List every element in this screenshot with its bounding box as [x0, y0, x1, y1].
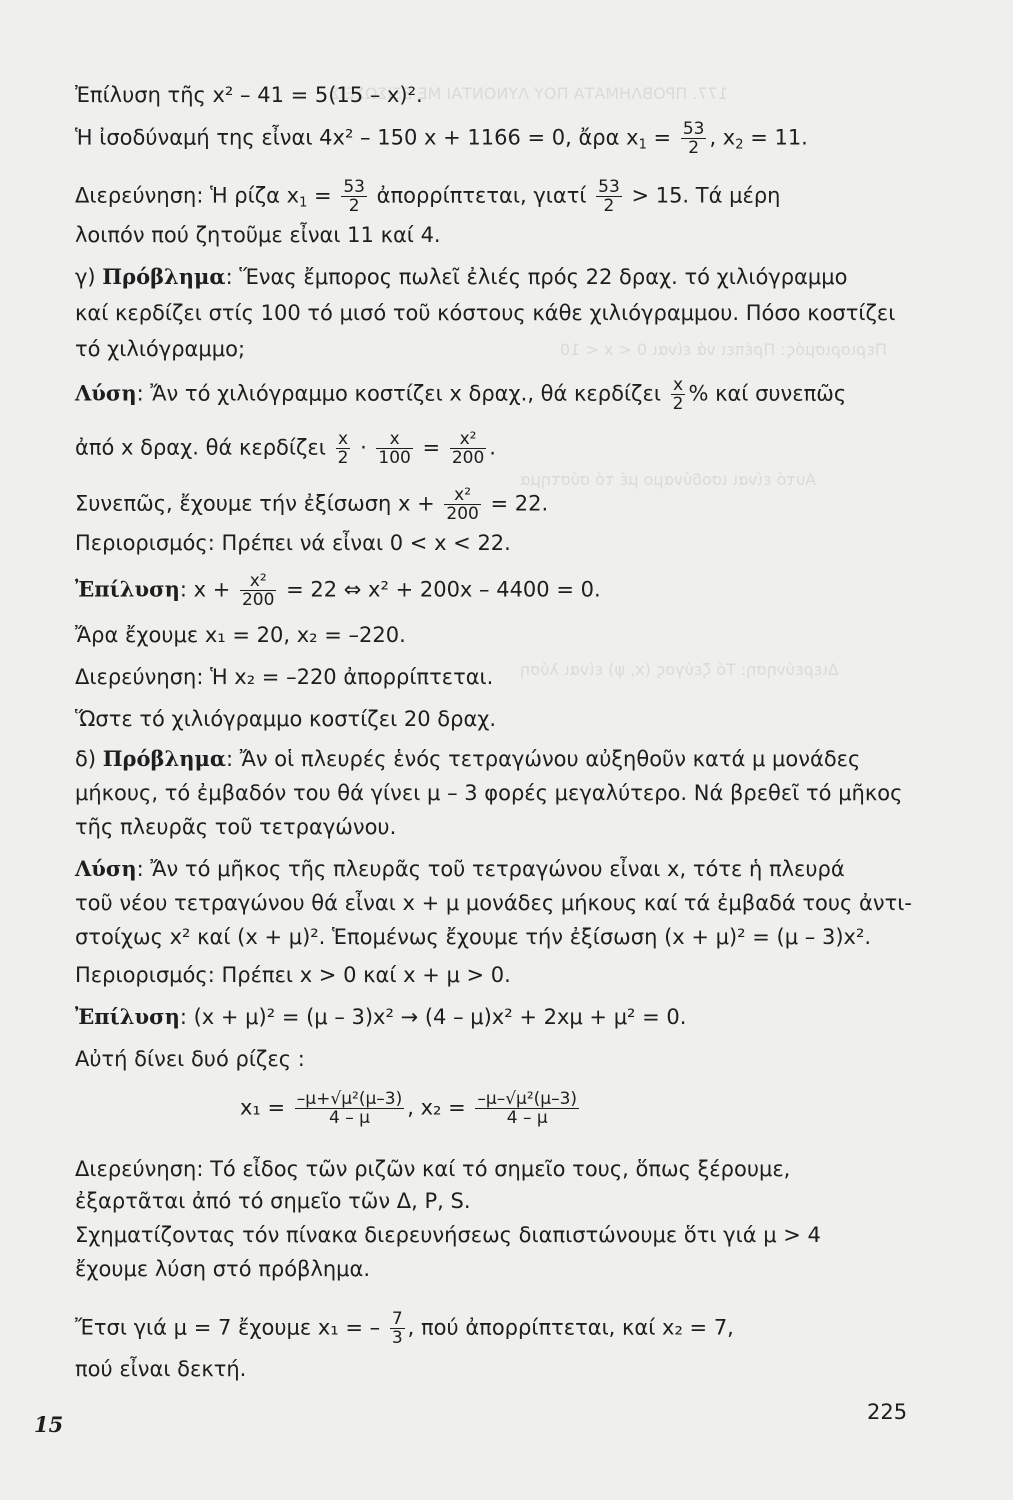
solving-line — [75, 572, 601, 609]
text-line: Σχηματίζοντας τόν πίνακα διερευνήσεως διαπιστώνουμε ὅτι γιά μ > 4 — [75, 1223, 821, 1247]
text-line: μήκους, τό ἐμβαδόν του θά γίνει μ – 3 φορές μεγαλύτερο. Νά βρεθεῖ τό μῆκος — [75, 781, 903, 805]
text-line: τό χιλιόγραμμο; — [75, 337, 246, 361]
text-span: = 22. — [483, 491, 549, 516]
fraction-numerator: x — [671, 376, 686, 395]
text-line: στοίχως x² καί (x + μ)². Ἑπομένως ἔχουμε τήν ἐξίσωση (x + μ)² = (μ – 3)x². — [75, 925, 872, 949]
fraction-denominator: 2 — [348, 196, 360, 216]
fraction — [450, 430, 486, 467]
fraction-denominator: 200 — [451, 448, 485, 468]
solving-heading: Ἐπίλυση — [75, 1004, 180, 1029]
text-line: Διερεύνηση: Τό εἶδος τῶν ριζῶν καί τό σημεῖο τους, ὅπως ξέρουμε, — [75, 1157, 791, 1181]
text-line: τοῦ νέου τετραγώνου θά εἶναι x + μ μονάδες μήκους καί τά ἐμβαδά τους ἀντι- — [75, 891, 912, 915]
text-span: γ) — [75, 265, 103, 289]
fraction-denominator: 2 — [603, 196, 615, 216]
discussion-line: Διερεύνηση: Ἡ ρίζα $x_1$ = $\frac{53}{2}$ ἀπορρίπτεται, γιατί $\frac{53}{2}$ > 15. Τά μέρη — [75, 177, 781, 216]
fraction-denominator: 4 – μ — [506, 1108, 548, 1128]
text-span: δ) — [75, 747, 103, 771]
fraction-numerator: –μ–√μ²(μ–3) — [477, 1089, 578, 1109]
fraction-numerator: 53 — [682, 119, 705, 139]
text-span: = 11. — [743, 125, 808, 150]
text-span: Συνεπῶς, ἔχουμε τήν ἐξίσωση x + — [75, 491, 442, 516]
text-span: = — [415, 435, 447, 460]
fraction — [336, 430, 351, 467]
text-span: = 22 ⇔ x² + 200x – 4400 = 0. — [279, 577, 601, 602]
roots-formula-line — [240, 1090, 582, 1127]
text-line: Ὥστε τό χιλιόγραμμο κοστίζει 20 δραχ. — [75, 707, 497, 731]
solving-line — [75, 1004, 686, 1030]
fraction-denominator: 100 — [378, 448, 411, 468]
text-line: Ἄρα ἔχουμε x₁ = 20, x₂ = –220. — [75, 623, 406, 647]
fraction — [596, 178, 622, 215]
text-span: : Ἕνας ἔμπορος πωλεῖ ἐλιές πρός 22 δραχ. τό χιλιόγραμμο — [225, 265, 848, 289]
fraction — [475, 1090, 579, 1127]
fraction — [341, 178, 367, 215]
text-span: Διερεύνηση: Ἡ ρίζα x — [75, 183, 300, 208]
text-line: πού εἶναι δεκτή. — [75, 1357, 247, 1381]
text-span: Ἡ ἰσοδύναμή της εἶναι 4x² – 150 x + 1166 = 0, ἄρα x — [75, 125, 639, 150]
equation-line — [75, 486, 548, 523]
fraction-numerator: x — [376, 430, 412, 449]
solving-heading: Ἐπίλυση — [75, 576, 180, 602]
text-span: Ἔτσι γιά μ = 7 ἔχουμε x₁ = – — [75, 1315, 387, 1340]
text-span: = — [307, 183, 339, 208]
text-line: καί κερδίζει στίς 100 τό μισό τοῦ κόστους κάθε χιλιόγραμμου. Πόσο κοστίζει — [75, 301, 896, 325]
text-span: = — [646, 125, 678, 150]
text-line: λοιπόν πού ζητοῦμε εἶναι 11 καί 4. — [75, 223, 441, 247]
conclusion-line — [75, 1310, 734, 1347]
constraint-line: Περιορισμός: Πρέπει x > 0 καί x + μ > 0. — [75, 963, 511, 987]
fraction — [390, 1310, 405, 1347]
text-span: % καί συνεπῶς — [688, 381, 847, 406]
constraint-line: Περιορισμός: Πρέπει νά εἶναι 0 < x < 22. — [75, 531, 511, 555]
problem-heading: Πρόβλημα — [102, 746, 226, 771]
equivalent-equation-line: Ἡ ἰσοδύναμή της εἶναι 4x² – 150 x + 1166 = 0, ἄρα $x_1$ = $\frac{53}{2}$ , $x_2 = 11$. — [75, 119, 808, 158]
fraction — [295, 1090, 404, 1127]
text-span: ἀπό x δραχ. θά κερδίζει — [75, 435, 333, 460]
profit-formula-line — [75, 430, 496, 467]
bleed-through-text: Αυτό είναι ισοδύναμο μέ τό σύστημα — [520, 470, 817, 489]
bleed-through-text: 177. ΠΡΟΒΛΗΜΑΤΑ ΠΟΥ ΛΥΝΟΝΤΑΙ ΜΕ ΕΞΙΣΩΣΕΙΣ — [330, 84, 729, 103]
fraction — [681, 120, 707, 157]
printer-signature: 15 — [34, 1412, 64, 1437]
text-line: Διερεύνηση: Ἡ x₂ = –220 ἀπορρίπτεται. — [75, 665, 494, 689]
fraction-denominator: 3 — [391, 1328, 403, 1348]
solution-heading: Λύση — [75, 856, 137, 881]
fraction-denominator: 200 — [446, 504, 479, 524]
bleed-through-text: Περιορισμός: Πρέπει νά είναι 0 < x < 10 — [560, 340, 887, 359]
fraction-numerator: x² — [240, 572, 276, 591]
bleed-through-text: Διερεύνηση: Τό ζεύγος (x, ψ) είναι λύση — [520, 660, 839, 679]
text-span: : Ἄν οἱ πλευρές ἑνός τετραγώνου αὐξηθοῦν κατά μ μονάδες — [226, 747, 861, 771]
text-line: Αὐτή δίνει δυό ρίζες : — [75, 1047, 305, 1071]
solution-heading: Λύση — [75, 380, 137, 406]
fraction-numerator: 53 — [343, 177, 365, 197]
text-span: ἀπορρίπτεται, γιατί — [369, 183, 594, 208]
text-line: ἐξαρτᾶται ἀπό τό σημεῖο τῶν Δ, P, S. — [75, 1189, 471, 1213]
solution-line — [75, 856, 845, 882]
solution-line — [75, 376, 846, 413]
fraction — [444, 486, 480, 523]
fraction-numerator: –μ+√μ²(μ–3) — [296, 1089, 403, 1109]
fraction-denominator: 2 — [672, 394, 684, 414]
fraction — [671, 376, 686, 413]
fraction-denominator: 2 — [688, 138, 700, 158]
fraction — [240, 572, 276, 609]
text-span: : x + — [179, 577, 237, 602]
text-line: τῆς πλευρᾶς τοῦ τετραγώνου. — [75, 815, 397, 839]
text-span: : Ἄν τό χιλιόγραμμο κοστίζει x δραχ., θά κερδίζει — [136, 381, 668, 406]
text-span: , πού ἀπορρίπτεται, καί x₂ = 7, — [407, 1315, 734, 1340]
fraction — [376, 430, 412, 467]
text-line: ἔχουμε λύση στό πρόβλημα. — [75, 1257, 371, 1281]
fraction-numerator: x — [336, 430, 351, 449]
text-span: . — [489, 435, 496, 460]
text-span: > 15. Τά μέρη — [624, 183, 781, 208]
fraction-numerator: x² — [444, 486, 480, 505]
text-span: · — [353, 435, 374, 460]
text-line: Ἐπίλυση τῆς x² – 41 = 5(15 – x)². — [75, 83, 423, 107]
problem-heading: Πρόβλημα — [102, 264, 226, 289]
fraction-denominator: 2 — [337, 448, 349, 468]
page-number: 225 — [867, 1400, 908, 1424]
text-span: : Ἄν τό μῆκος τῆς πλευρᾶς τοῦ τετραγώνου εἶναι x, τότε ἡ πλευρά — [136, 857, 845, 881]
fraction-denominator: 200 — [241, 590, 275, 610]
fraction-numerator: x² — [450, 430, 486, 449]
problem-gamma-statement — [75, 264, 847, 290]
fraction-numerator: 53 — [598, 177, 620, 197]
text-span: : (x + μ)² = (μ – 3)x² → (4 – μ)x² + 2xμ + μ² = 0. — [179, 1005, 687, 1029]
text-span: x₁ = — [240, 1095, 292, 1120]
text-span: , x — [709, 125, 736, 150]
problem-delta-statement — [75, 746, 860, 772]
fraction-numerator: 7 — [391, 1309, 403, 1329]
fraction-denominator: 4 – μ — [329, 1108, 370, 1128]
text-span: , x₂ = — [407, 1095, 473, 1120]
